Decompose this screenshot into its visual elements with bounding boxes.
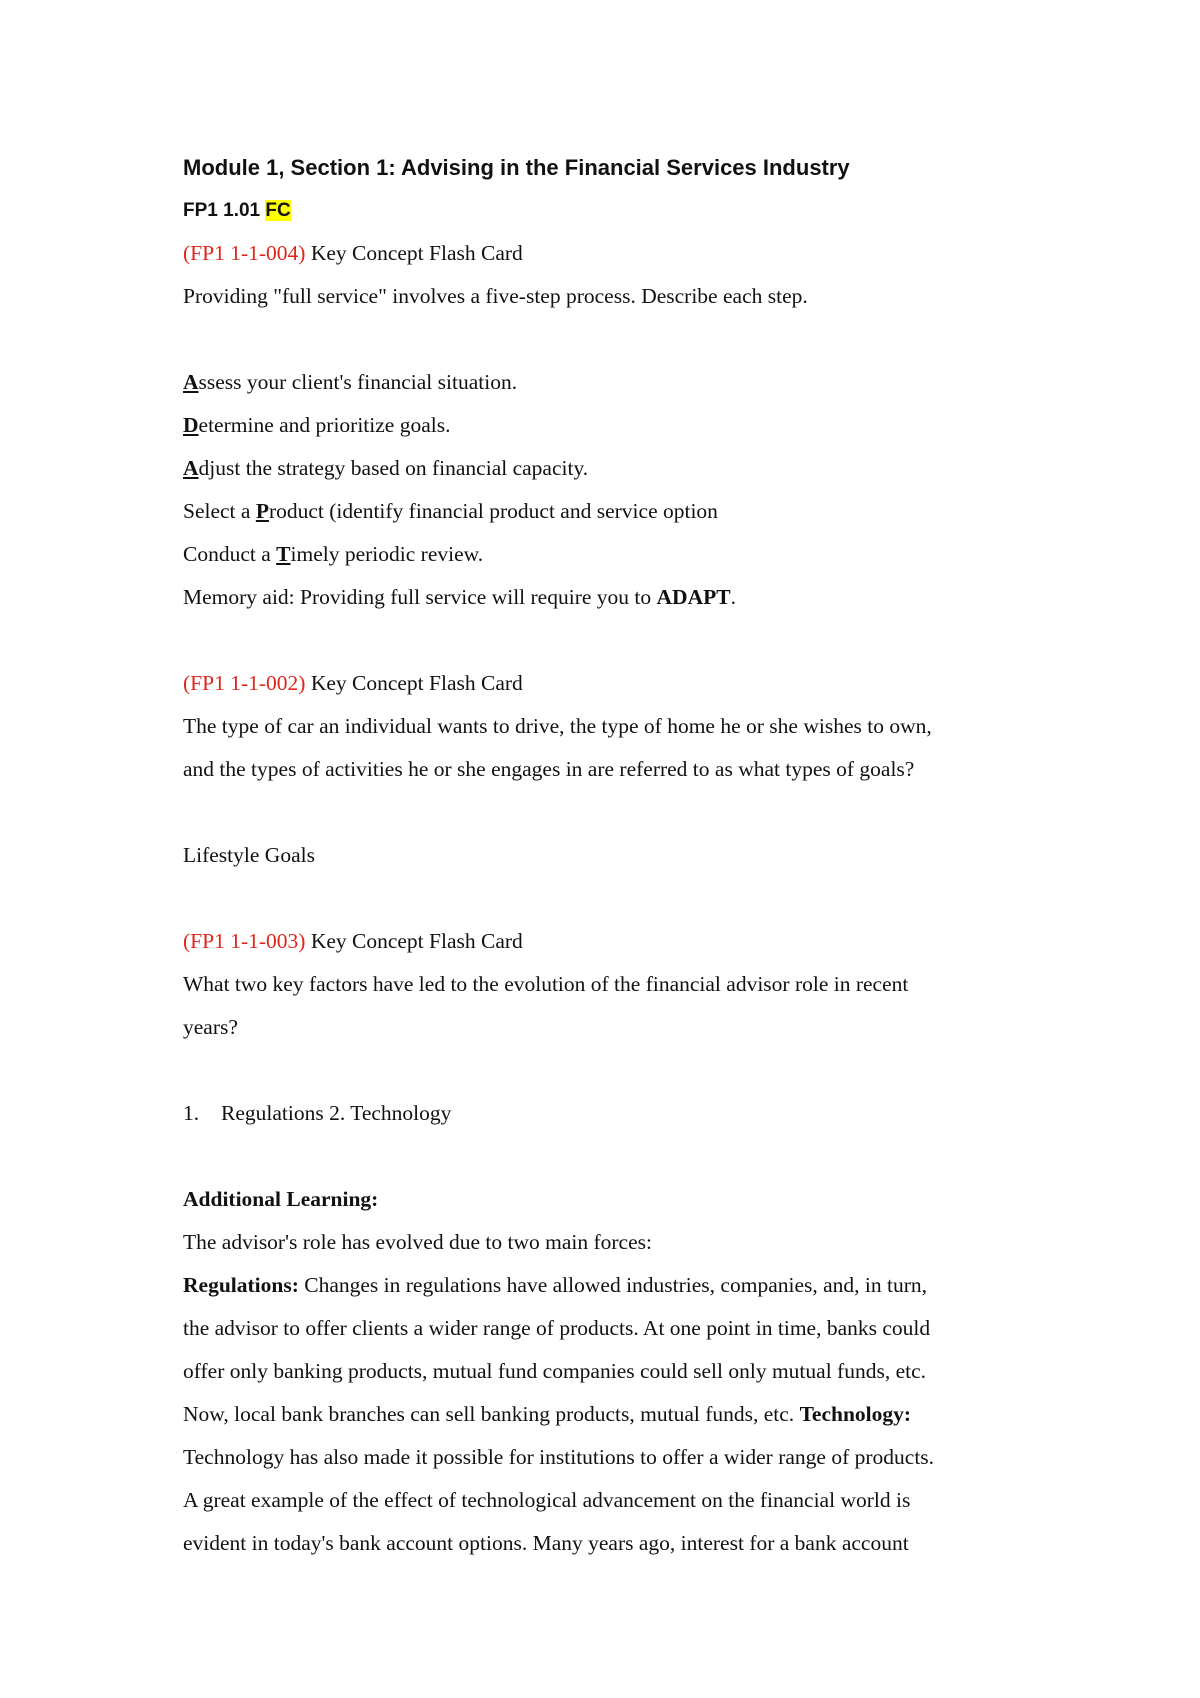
step-post: ssess your client's financial situation.	[198, 370, 518, 394]
spacer	[183, 791, 1063, 834]
step-letter: A	[183, 456, 199, 480]
card-1-memory-aid	[183, 576, 1063, 619]
step-letter: A	[183, 370, 199, 394]
step-post: roduct (identify financial product and service option	[268, 499, 718, 523]
additional-line-4	[183, 1393, 1063, 1436]
additional-learning-title: Additional Learning:	[183, 1187, 379, 1211]
regulations-label: Regulations:	[183, 1273, 299, 1297]
module-heading: Module 1, Section 1: Advising in the Financial Services Industry	[183, 155, 850, 180]
memory-aid-text: Memory aid: Providing full service will require you to	[183, 585, 657, 609]
card-1-label: Key Concept Flash Card	[305, 241, 523, 265]
memory-aid-acronym: ADAPT	[656, 585, 731, 609]
additional-line-7: evident in today's bank account options. Many years ago, interest for a bank account	[183, 1531, 909, 1555]
card-2-title	[183, 662, 1063, 705]
card-1-ref: (FP1 1-1-004)	[183, 241, 306, 265]
card-2-question-line-2: and the types of activities he or she engages in are referred to as what types of goals?	[183, 757, 915, 781]
card-3-title	[183, 920, 1063, 963]
section-code-prefix: FP1 1.01	[183, 200, 266, 221]
step-pre: Conduct a	[183, 542, 277, 566]
card-1-question: Providing "full service" involves a five-step process. Describe each step.	[183, 284, 808, 308]
card-1-step-4	[183, 490, 1063, 533]
additional-line-6: A great example of the effect of technological advancement on the financial world is	[183, 1488, 911, 1512]
card-3-answer	[183, 1092, 1063, 1135]
additional-line-5: Technology has also made it possible for institutions to offer a wider range of products.	[183, 1445, 935, 1469]
spacer	[183, 619, 1063, 662]
step-letter: D	[183, 413, 199, 437]
card-3-question-line-2: years?	[183, 1015, 238, 1039]
memory-aid-end: .	[730, 585, 736, 609]
card-3-ref: (FP1 1-1-003)	[183, 929, 306, 953]
document-page	[183, 146, 1063, 1565]
step-post: imely periodic review.	[290, 542, 484, 566]
step-post: djust the strategy based on financial capacity.	[198, 456, 589, 480]
additional-line-4-text: Now, local bank branches can sell banking products, mutual funds, etc.	[183, 1402, 800, 1426]
card-3-label: Key Concept Flash Card	[305, 929, 523, 953]
card-2-answer: Lifestyle Goals	[183, 843, 315, 867]
card-2-label: Key Concept Flash Card	[305, 671, 523, 695]
card-3-answer-number: 1.	[183, 1101, 200, 1125]
additional-line-2: the advisor to offer clients a wider range of products. At one point in time, banks could	[183, 1316, 931, 1340]
spacer	[183, 1049, 1063, 1092]
card-3-question-line-1: What two key factors have led to the evolution of the financial advisor role in recent	[183, 972, 909, 996]
spacer	[183, 318, 1063, 361]
card-2-question-line-1: The type of car an individual wants to drive, the type of home he or she wishes to own,	[183, 714, 932, 738]
regulations-text: Changes in regulations have allowed industries, companies, and, in turn,	[298, 1273, 928, 1297]
card-1-step-1	[183, 361, 1063, 404]
card-3-answer-text: Regulations 2. Technology	[221, 1101, 452, 1125]
additional-intro: The advisor's role has evolved due to two main forces:	[183, 1230, 652, 1254]
spacer	[183, 877, 1063, 920]
section-code-highlight: FC	[265, 200, 291, 221]
card-1-title	[183, 232, 1063, 275]
step-letter: T	[276, 542, 291, 566]
card-1-step-2	[183, 404, 1063, 447]
step-post: etermine and prioritize goals.	[198, 413, 451, 437]
card-1-step-3	[183, 447, 1063, 490]
step-pre: Select a	[183, 499, 256, 523]
card-2-ref: (FP1 1-1-002)	[183, 671, 306, 695]
step-letter: P	[255, 499, 269, 523]
section-code	[183, 189, 1063, 232]
additional-line-3: offer only banking products, mutual fund companies could sell only mutual funds, etc.	[183, 1359, 926, 1383]
spacer	[183, 1135, 1063, 1178]
additional-line-1	[183, 1264, 1063, 1307]
card-1-step-5	[183, 533, 1063, 576]
technology-label: Technology:	[799, 1402, 912, 1426]
